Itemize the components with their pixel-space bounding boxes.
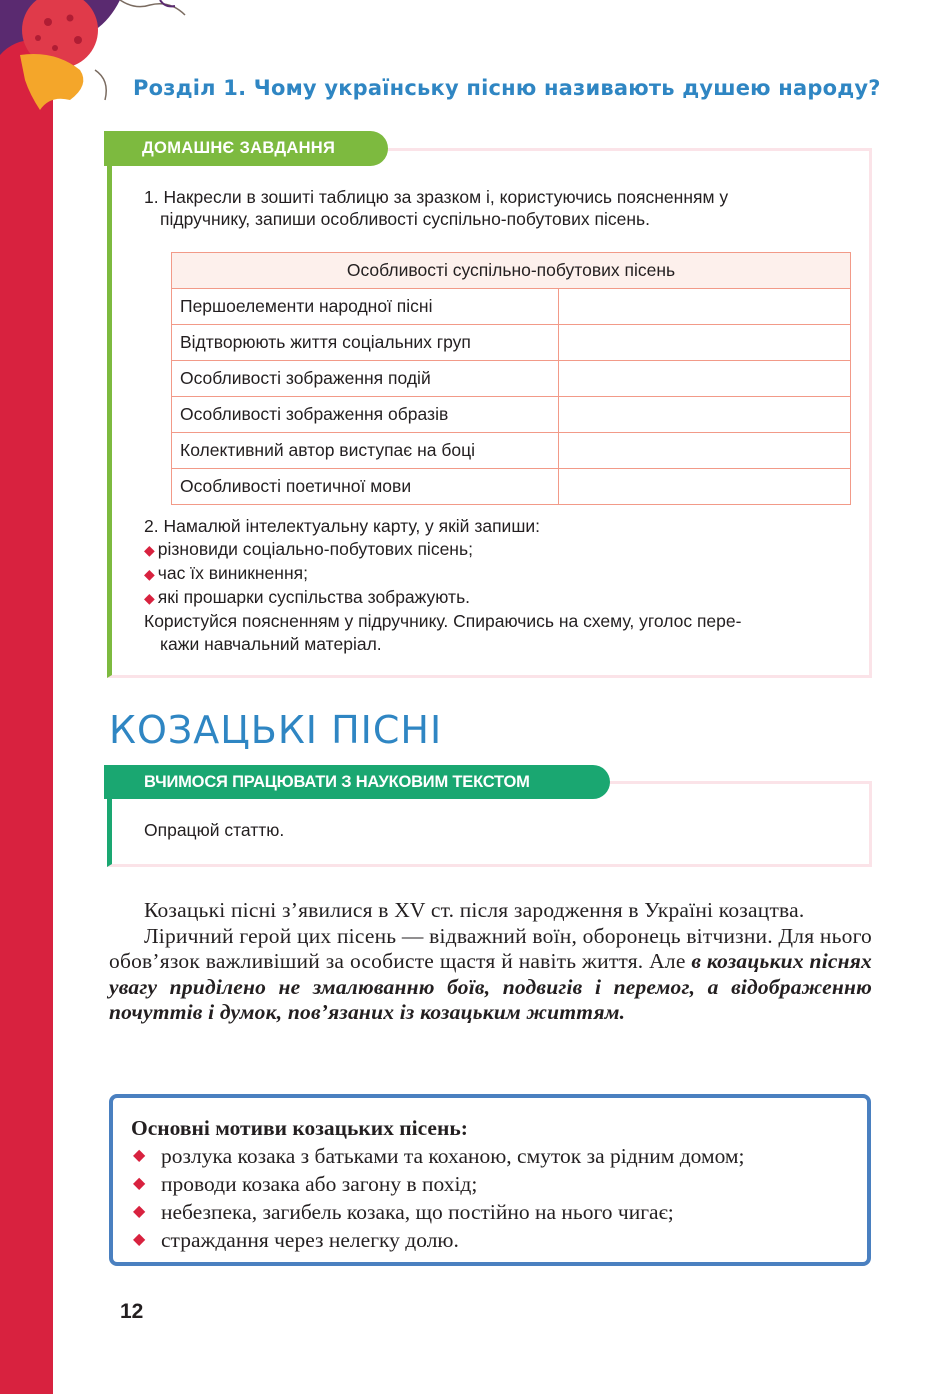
diamond-bullet-icon: ◆ xyxy=(133,1203,146,1220)
left-color-band xyxy=(0,0,53,1394)
diamond-bullet-icon: ◆ xyxy=(144,590,155,606)
table-cell-empty xyxy=(559,433,851,469)
paragraph-2 xyxy=(109,924,872,1026)
diamond-bullet-icon: ◆ xyxy=(133,1147,146,1164)
homework-tab: ДОМАШНЄ ЗАВДАННЯ xyxy=(104,131,388,166)
motives-list xyxy=(131,1142,867,1254)
list-item xyxy=(131,1226,867,1254)
table-row xyxy=(172,433,851,469)
diamond-bullet-icon: ◆ xyxy=(144,566,155,582)
task-2-outro-line-2: кажи навчальний матеріал. xyxy=(160,634,382,654)
motives-box xyxy=(109,1094,871,1266)
list-item-text: проводи козака або загону в похід; xyxy=(161,1172,478,1196)
task-1-line-2: підручнику, запиши особливості суспільно-побутових пісень. xyxy=(160,209,650,229)
paragraph-2-plain: Ліричний герой цих пісень — відважний воїн, оборонець вітчизни. Для нього обов’язок важливіший за особисте щастя й навіть життя. Але xyxy=(109,923,872,973)
task-2-outro-line-1: Користуйся поясненням у підручнику. Спираючись на схему, уголос пере- xyxy=(144,611,742,631)
features-table xyxy=(171,252,851,505)
table-cell-label: Особливості зображення подій xyxy=(172,361,559,397)
table-cell-label: Колективний автор виступає на боці xyxy=(172,433,559,469)
task-2 xyxy=(144,515,836,656)
table-cell-label: Першоелементи народної пісні xyxy=(172,289,559,325)
table-row xyxy=(172,469,851,505)
list-item xyxy=(131,1198,867,1226)
table-row xyxy=(172,325,851,361)
list-item xyxy=(131,1170,867,1198)
table-cell-label: Особливості зображення образів xyxy=(172,397,559,433)
table-cell-label: Особливості поетичної мови xyxy=(172,469,559,505)
table-cell-empty xyxy=(559,325,851,361)
list-item-text: час їх виникнення; xyxy=(157,563,308,583)
learning-text: Опрацюй статтю. xyxy=(144,820,285,840)
motives-title: Основні мотиви козацьких пісень: xyxy=(131,1116,468,1140)
list-item-text: різновиди соціально-побутових пісень; xyxy=(157,539,473,559)
list-item-text: страждання через нелегку долю. xyxy=(161,1228,459,1252)
table-cell-empty xyxy=(559,397,851,433)
decorative-floral-illustration xyxy=(0,0,200,140)
paragraph-1: Козацькі пісні з’явилися в XV ст. після зародження в Україні козацтва. xyxy=(144,898,805,922)
section-heading: КОЗАЦЬКІ ПІСНІ xyxy=(109,708,443,752)
table-cell-empty xyxy=(559,361,851,397)
diamond-bullet-icon: ◆ xyxy=(133,1231,146,1248)
task-2-intro: 2. Намалюй інтелектуальну карту, у якій запиши: xyxy=(144,516,540,536)
list-item xyxy=(131,1142,867,1170)
paragraph-2-emphasis: в козацьких піснях увагу приділено не змалюванню боїв, подвигів і перемог, а відображенню почуттів і думок, пов’язаних із козацьким життям. xyxy=(109,949,872,1024)
list-item-text: розлука козака з батьками та коханою, смуток за рідним домом; xyxy=(161,1144,745,1168)
chapter-title: Розділ 1. Чому українську пісню називають душею народу? xyxy=(133,76,881,100)
table-cell-empty xyxy=(559,289,851,325)
learning-box xyxy=(104,773,872,867)
task-1-line-1: 1. Накресли в зошиті таблицю за зразком і, користуючись поясненням у xyxy=(144,187,729,207)
table-cell-label: Відтворюють життя соціальних груп xyxy=(172,325,559,361)
list-item xyxy=(144,586,836,610)
article-text xyxy=(109,898,872,1026)
table-header-row xyxy=(172,253,851,289)
task-1 xyxy=(144,186,836,230)
homework-box xyxy=(104,139,872,678)
list-item xyxy=(144,538,836,562)
learning-tab: ВЧИМОСЯ ПРАЦЮВАТИ З НАУКОВИМ ТЕКСТОМ xyxy=(104,765,610,799)
table-header: Особливості суспільно-побутових пісень xyxy=(172,253,851,289)
list-item xyxy=(144,562,836,586)
diamond-bullet-icon: ◆ xyxy=(133,1175,146,1192)
diamond-bullet-icon: ◆ xyxy=(144,542,155,558)
table-row xyxy=(172,361,851,397)
list-item-text: небезпека, загибель козака, що постійно на нього чигає; xyxy=(161,1200,674,1224)
page-number: 12 xyxy=(120,1300,144,1323)
table-row xyxy=(172,289,851,325)
table-row xyxy=(172,397,851,433)
list-item-text: які прошарки суспільства зображують. xyxy=(157,587,471,607)
table-cell-empty xyxy=(559,469,851,505)
